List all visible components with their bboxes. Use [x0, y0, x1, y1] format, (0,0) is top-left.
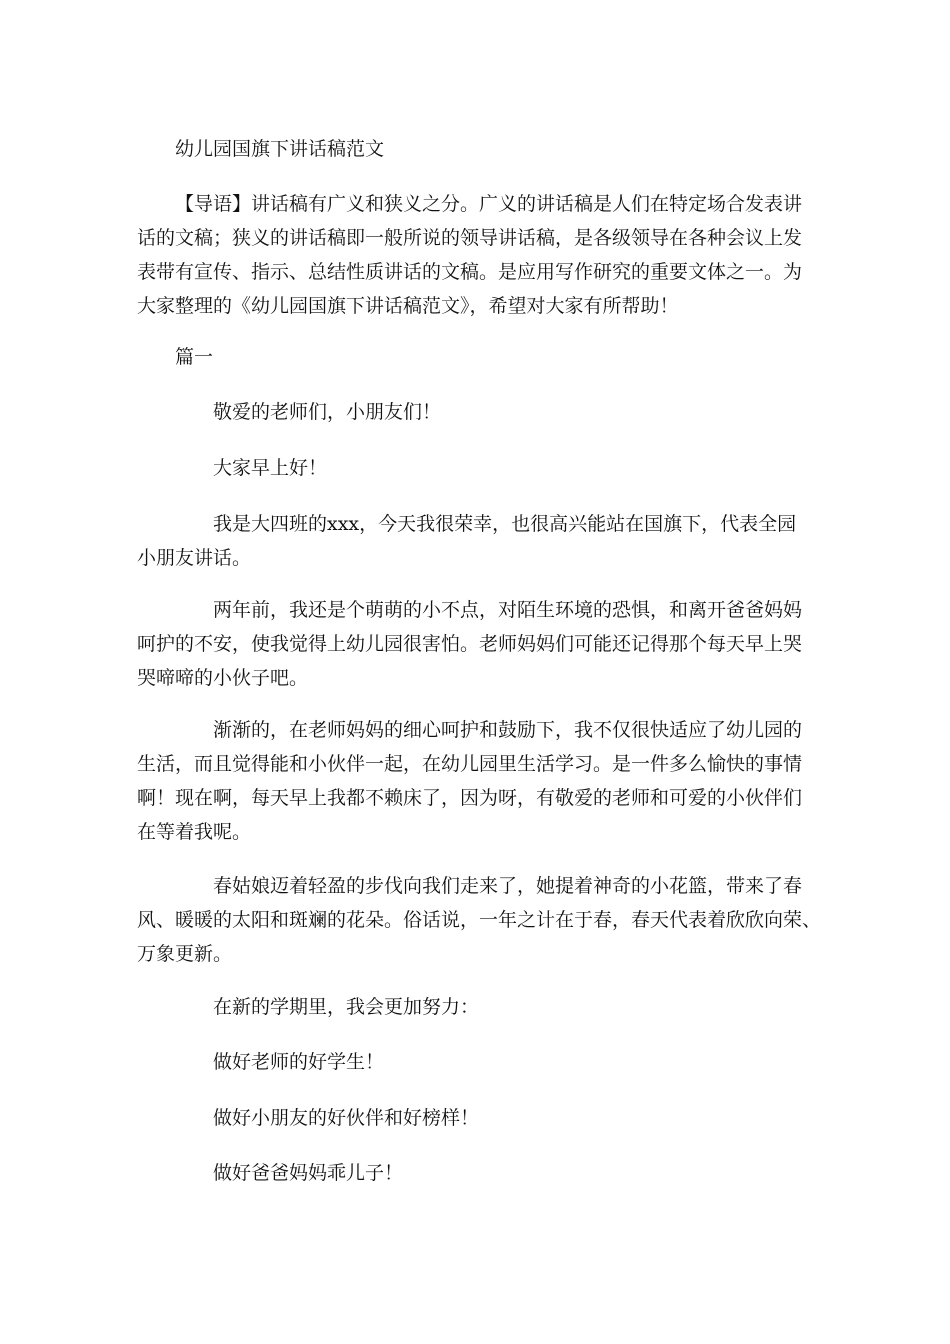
- greeting-text: 大家早上好！: [213, 457, 328, 479]
- resolution-intro: [213, 990, 479, 1024]
- resolution-item: [213, 1156, 403, 1190]
- paragraph-line: 渐渐的，在老师妈妈的细心呵护和鼓励下，我不仅很快适应了幼儿园的: [213, 719, 803, 741]
- document-title: [175, 132, 384, 166]
- paragraph-line: 两年前，我还是个萌萌的小不点，对陌生环境的恐惧，和离开爸爸妈妈: [213, 599, 803, 621]
- body-paragraph-2: [137, 593, 802, 695]
- resolution-intro-text: 在新的学期里，我会更加努力：: [213, 996, 480, 1018]
- intro-line: 【导语】讲话稿有广义和狭义之分。广义的讲话稿是人们在特定场合发表讲: [175, 193, 803, 215]
- intro-paragraph: [137, 187, 802, 323]
- body-paragraph-4: [137, 869, 821, 971]
- greeting: [213, 451, 327, 485]
- intro-line: 表带有宣传、指示、总结性质讲话的文稿。是应用写作研究的重要文体之一。为: [137, 261, 803, 283]
- paragraph-line: 在等着我呢。: [137, 821, 252, 843]
- paragraph-line: 呵护的不安，使我觉得上幼儿园很害怕。老师妈妈们可能还记得那个每天早上哭: [137, 633, 803, 655]
- paragraph-line: 万象更新。: [137, 943, 233, 965]
- section-heading: [175, 340, 213, 374]
- resolution-text: 做好爸爸妈妈乖儿子！: [213, 1162, 404, 1184]
- resolution-text: 做好小朋友的好伙伴和好榜样！: [213, 1107, 480, 1129]
- salutation: [213, 395, 441, 429]
- salutation-text: 敬爱的老师们，小朋友们！: [213, 401, 442, 423]
- paragraph-line: 春姑娘迈着轻盈的步伐向我们走来了，她提着神奇的小花篮，带来了春: [213, 875, 803, 897]
- paragraph-line: 生活，而且觉得能和小伙伴一起，在幼儿园里生活学习。是一件多么愉快的事情: [137, 753, 803, 775]
- section-heading-text: 篇一: [175, 346, 214, 368]
- paragraph-line: 我是大四班的xxx，今天我很荣幸，也很高兴能站在国旗下，代表全园: [213, 513, 797, 535]
- paragraph-line: 哭啼啼的小伙子吧。: [137, 667, 309, 689]
- resolution-text: 做好老师的好学生！: [213, 1051, 385, 1073]
- intro-line: 大家整理的《幼儿园国旗下讲话稿范文》，希望对大家有所帮助！: [137, 295, 679, 317]
- body-paragraph-1: [137, 507, 796, 575]
- paragraph-line: 风、暖暖的太阳和斑斓的花朵。俗话说，一年之计在于春，春天代表着欣欣向荣、: [137, 909, 822, 931]
- body-paragraph-3: [137, 713, 802, 849]
- paragraph-line: 啊！现在啊，每天早上我都不赖床了，因为呀，有敬爱的老师和可爱的小伙伴们: [137, 787, 803, 809]
- title-text: 幼儿园国旗下讲话稿范文: [175, 138, 385, 160]
- resolution-item: [213, 1045, 384, 1079]
- resolution-item: [213, 1101, 479, 1135]
- paragraph-line: 小朋友讲话。: [137, 547, 252, 569]
- intro-line: 话的文稿；狭义的讲话稿即一般所说的领导讲话稿，是各级领导在各种会议上发: [137, 227, 803, 249]
